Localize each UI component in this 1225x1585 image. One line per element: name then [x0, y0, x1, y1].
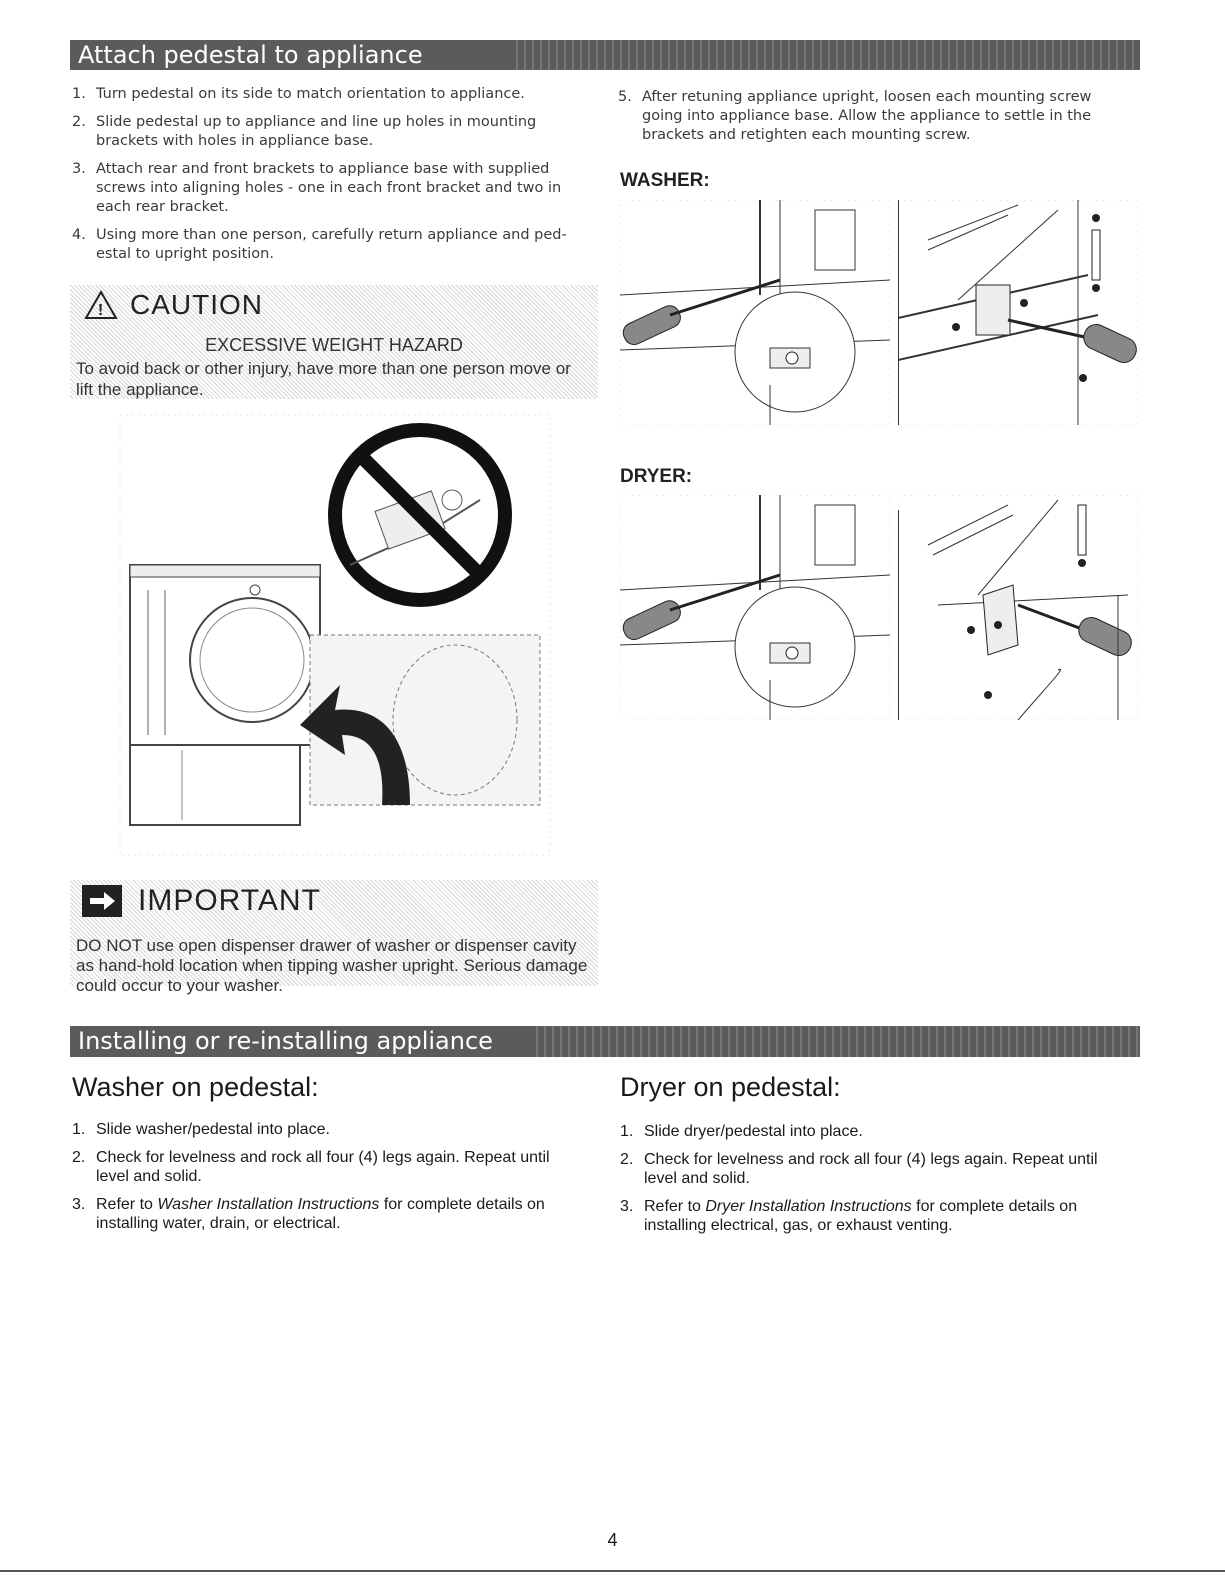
tipping-washer-illustration — [110, 405, 560, 865]
list-item: 2. Slide pedestal up to appliance and line up holes in mounting brackets with holes in appliance base. — [72, 114, 537, 149]
bottom-rule — [0, 1570, 1225, 1572]
attach-steps-list — [72, 85, 592, 273]
caution-box — [70, 285, 598, 399]
section-banner-install — [70, 1026, 1140, 1057]
warning-triangle-icon — [84, 290, 118, 320]
dryer-bracket-front-illustration — [620, 495, 890, 720]
caution-body: To avoid back or other injury, have more than one person move or lift the appliance. — [76, 359, 571, 399]
list-item: 1. Slide washer/pedestal into place. — [72, 1121, 330, 1138]
important-box — [70, 880, 598, 995]
important-title: IMPORTANT — [138, 884, 321, 917]
page-number: 4 — [607, 1530, 618, 1550]
washer-on-pedestal-title: Washer on pedestal: — [72, 1072, 319, 1102]
list-item: 2. Check for levelness and rock all four (4) legs again. Repeat until level and solid. — [72, 1149, 550, 1185]
section-banner-attach — [70, 40, 1140, 70]
list-item: 3. Refer to Dryer Installation Instructions for complete details on installing electrical, gas, or exhaust venting. — [620, 1198, 1078, 1234]
washer-bracket-front-illustration — [620, 200, 890, 425]
list-item: 5. After retuning appliance upright, loosen each mounting screw going into appliance base. Allow the appliance to settle in the brackets and retighten each mounting screw. — [618, 89, 1092, 143]
washer-instructions-reference: Washer Installation Instructions — [157, 1196, 380, 1213]
arrow-right-box-icon — [82, 885, 122, 917]
list-item: 3. Refer to Washer Installation Instructions for complete details on installing water, drain, or electrical. — [72, 1196, 545, 1232]
washer-install-steps — [72, 1120, 567, 1242]
section-heading-install: Installing or re-installing appliance — [78, 1027, 507, 1055]
list-item: 4. Using more than one person, carefully return appliance and ped-estal to upright position. — [72, 227, 567, 262]
list-item: 3. Attach rear and front brackets to appliance base with supplied screws into aligning holes - one in each front bracket and two in each rear bracket. — [72, 161, 562, 215]
caution-subtitle: EXCESSIVE WEIGHT HAZARD — [205, 335, 463, 355]
svg-text:!: ! — [97, 302, 105, 319]
list-item: 1. Turn pedestal on its side to match orientation to appliance. — [72, 86, 525, 102]
caution-title: CAUTION — [130, 289, 263, 320]
attach-step-5 — [618, 88, 1123, 154]
list-item: 1. Slide dryer/pedestal into place. — [620, 1123, 863, 1140]
washer-bracket-rear-illustration — [898, 200, 1138, 425]
important-body: DO NOT use open dispenser drawer of washer or dispenser cavity as hand-hold location when tipping washer upright. Serious damage could occur to your washer. — [76, 936, 588, 995]
section-heading-attach: Attach pedestal to appliance — [78, 41, 437, 69]
list-item: 2. Check for levelness and rock all four (4) legs again. Repeat until level and solid. — [620, 1151, 1098, 1187]
dryer-install-steps — [620, 1122, 1120, 1244]
washer-label: WASHER: — [620, 170, 710, 191]
dryer-label: DRYER: — [620, 466, 693, 487]
dryer-bracket-rear-illustration — [898, 495, 1138, 720]
dryer-instructions-reference: Dryer Installation Instructions — [705, 1198, 912, 1215]
dryer-on-pedestal-title: Dryer on pedestal: — [620, 1072, 841, 1102]
